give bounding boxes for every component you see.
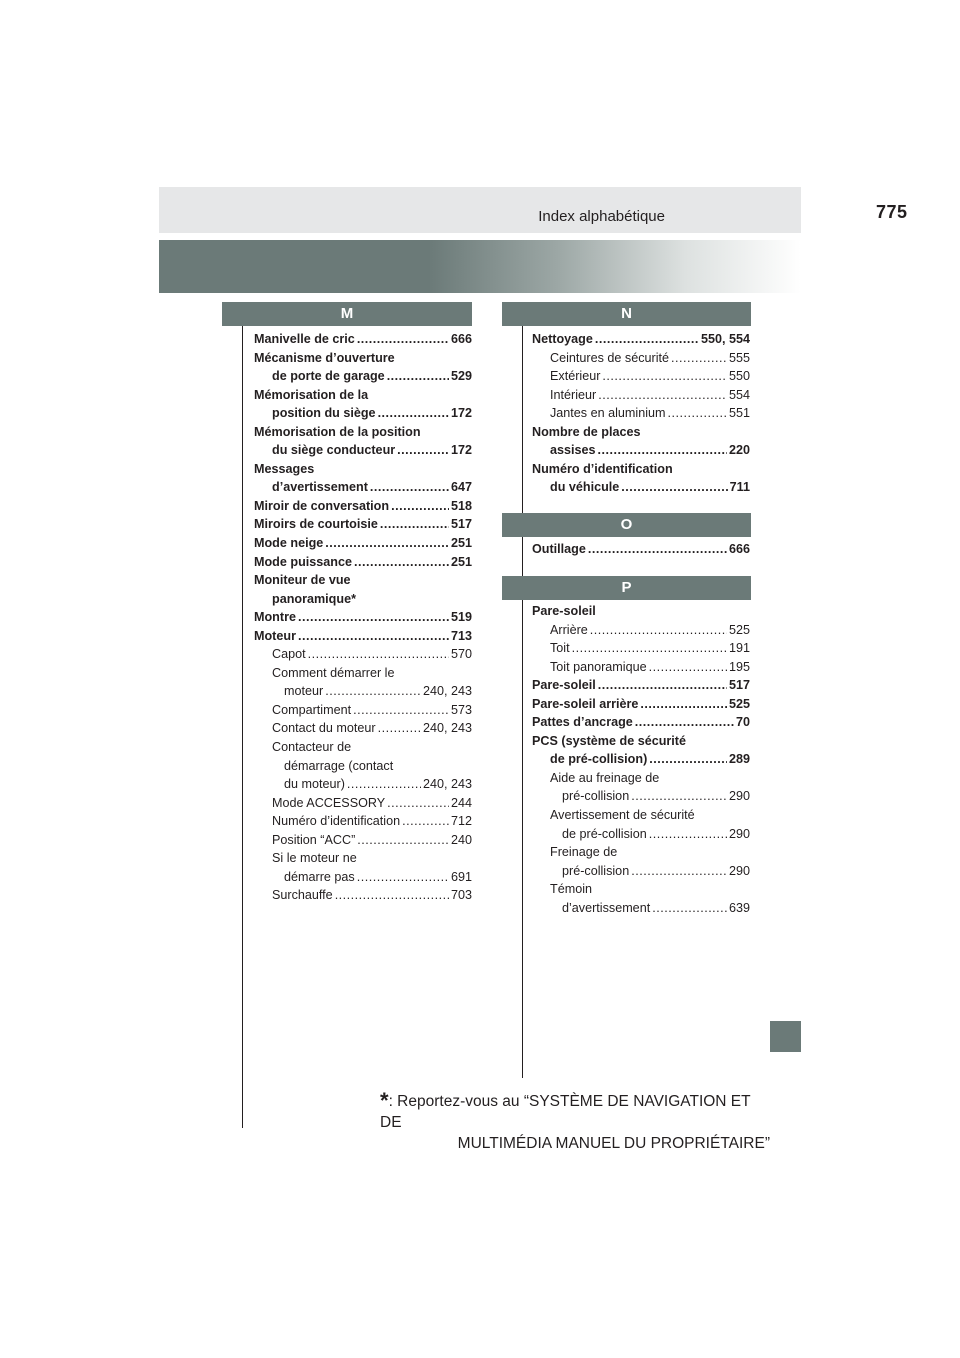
entry-label: du moteur) [284, 777, 345, 792]
list-item [272, 367, 472, 386]
entry-label: de porte de garage [272, 369, 385, 384]
list-item [272, 590, 472, 609]
index-entry [254, 386, 472, 405]
list-item [272, 664, 472, 683]
entry-label: Si le moteur ne [272, 851, 357, 866]
right-column-rule [522, 303, 523, 1078]
index-entry [254, 719, 472, 738]
entry-label: Montre [254, 610, 296, 625]
entry-label: Miroir de conversation [254, 498, 390, 513]
list-item [254, 608, 472, 627]
left-column-rule [242, 303, 243, 1128]
entry-label: Messages [254, 461, 315, 476]
index-entry [254, 886, 472, 905]
leader-dots [370, 478, 449, 497]
list-item [532, 602, 750, 621]
index-entry [532, 621, 750, 640]
index-entry [254, 738, 472, 757]
entry-label: démarrage (contact [284, 758, 394, 773]
leader-dots [402, 812, 449, 831]
entry-page: 639 [728, 900, 750, 915]
leader-dots [387, 794, 449, 813]
entry-label: démarre pas [284, 869, 355, 884]
entry-label: Nombre de places [532, 424, 641, 439]
list-item [550, 658, 750, 677]
index-entry [532, 367, 750, 386]
entry-page: 570 [450, 647, 472, 662]
entry-page: 519 [450, 610, 472, 625]
list-item [562, 825, 750, 844]
entry-page: 289 [728, 752, 750, 767]
index-entry [254, 627, 472, 646]
index-entry [532, 404, 750, 423]
leader-dots [588, 540, 727, 559]
index-entry [254, 423, 472, 442]
entry-label: Freinage de [550, 845, 618, 860]
entry-page: 554 [728, 387, 750, 402]
section-header-o: O [502, 513, 751, 537]
list-item [254, 349, 472, 368]
index-entry [532, 349, 750, 368]
entry-label: moteur [284, 684, 324, 699]
list-item [272, 719, 472, 738]
leader-dots [380, 515, 449, 534]
leader-dots [353, 701, 449, 720]
list-item [284, 682, 472, 701]
entry-page: 290 [728, 826, 750, 841]
index-entry [532, 540, 750, 559]
entry-page: 290 [728, 863, 750, 878]
entry-label: Miroirs de courtoisie [254, 517, 378, 532]
list-item [254, 423, 472, 442]
index-entry [254, 682, 472, 701]
entry-page: 517 [728, 678, 750, 693]
list-item [254, 571, 472, 590]
leader-dots [649, 750, 727, 769]
entry-label: panoramique* [272, 591, 356, 606]
entry-label: Manivelle de cric [254, 332, 355, 346]
leader-dots [298, 627, 449, 646]
list-item [272, 701, 472, 720]
list-item [550, 843, 750, 862]
leader-dots [335, 886, 449, 905]
list-item [254, 497, 472, 516]
section-header-p: P [502, 576, 751, 600]
leader-dots [621, 478, 727, 497]
entry-label: PCS (système de sécurité [532, 733, 686, 748]
leader-dots [308, 645, 449, 664]
list-item [550, 639, 750, 658]
leader-dots [347, 775, 421, 794]
entry-label: assises [550, 443, 596, 458]
entry-label: Toit panoramique [550, 659, 647, 674]
entry-page: 191 [728, 641, 750, 656]
list-item [272, 812, 472, 831]
entry-page: 691 [450, 869, 472, 884]
list-item [254, 386, 472, 405]
index-entry [532, 862, 750, 881]
entry-page: 220 [728, 443, 750, 458]
entry-label: Pattes d’ancrage [532, 715, 633, 730]
leader-dots [652, 899, 727, 918]
entry-label: Intérieur [550, 387, 597, 402]
page-header [159, 187, 908, 233]
list-item [272, 831, 472, 850]
index-entry [254, 590, 472, 609]
list-item [550, 750, 750, 769]
list-item [532, 676, 750, 695]
entry-label: Numéro d’identification [532, 461, 673, 476]
entry-label: Aide au freinage de [550, 770, 660, 785]
entry-page: 195 [728, 659, 750, 674]
entry-label: Comment démarrer le [272, 665, 395, 680]
entry-page: 555 [728, 350, 750, 365]
list-item [532, 695, 750, 714]
chapter-tab [770, 1021, 801, 1052]
section-m-list [254, 330, 472, 905]
list-item [532, 732, 750, 751]
entry-label: Mécanisme d’ouverture [254, 350, 395, 365]
entry-label: Mémorisation de la [254, 387, 369, 402]
entry-label: Avertissement de sécurité [550, 808, 695, 823]
entry-page: 240, 243 [422, 684, 472, 699]
index-entry [532, 695, 750, 714]
list-item [254, 515, 472, 534]
entry-page: 551 [728, 406, 750, 421]
index-entry [254, 849, 472, 868]
list-item [550, 349, 750, 368]
index-entry [532, 330, 750, 349]
list-item [272, 478, 472, 497]
list-item [272, 645, 472, 664]
leader-dots [357, 330, 449, 349]
list-item [550, 404, 750, 423]
index-entry [532, 843, 750, 862]
leader-dots [391, 497, 449, 516]
leader-dots [631, 787, 727, 806]
entry-label: de pré-collision [562, 826, 647, 841]
index-entry [532, 899, 750, 918]
entry-label: Pare-soleil [532, 604, 596, 618]
leader-dots [649, 825, 727, 844]
index-entry [532, 713, 750, 732]
list-item [550, 769, 750, 788]
entry-page: 251 [450, 554, 472, 569]
entry-label: Jantes en aluminium [550, 406, 666, 421]
list-item [532, 423, 750, 442]
list-item [272, 886, 472, 905]
list-item [550, 441, 750, 460]
entry-label: Mode puissance [254, 554, 352, 569]
index-entry [532, 787, 750, 806]
index-entry [254, 404, 472, 423]
entry-label: Moniteur de vue [254, 573, 351, 588]
index-entry [532, 478, 750, 497]
entry-label: Pare-soleil [532, 678, 596, 693]
page-number: 775 [876, 202, 908, 222]
list-item [284, 775, 472, 794]
index-entry [532, 639, 750, 658]
list-item [254, 553, 472, 572]
entry-page: 240, 243 [422, 721, 472, 736]
section-o-list [532, 540, 750, 559]
list-item [532, 460, 750, 479]
footnote [380, 1090, 770, 1154]
section-p-list [532, 602, 750, 917]
entry-page: 550, 554 [700, 332, 750, 346]
list-item [562, 899, 750, 918]
list-item [532, 330, 750, 349]
leader-dots [598, 386, 727, 405]
entry-page: 713 [450, 628, 472, 643]
leader-dots [357, 868, 449, 887]
leader-dots [378, 404, 449, 423]
entry-page: 647 [450, 480, 472, 495]
section-n-list [532, 330, 750, 497]
entry-page: 529 [450, 369, 472, 384]
entry-page: 525 [728, 622, 750, 637]
entry-label: Compartiment [272, 702, 352, 717]
leader-dots [325, 534, 449, 553]
header-band [159, 240, 801, 293]
index-entry [254, 775, 472, 794]
index-entry [254, 868, 472, 887]
entry-label: Surchauffe [272, 888, 333, 903]
section-header-n: N [502, 302, 751, 326]
index-entry [254, 478, 472, 497]
entry-page: 703 [450, 888, 472, 903]
index-entry [254, 812, 472, 831]
list-item [550, 478, 750, 497]
index-entry [254, 349, 472, 368]
header-title: Index alphabétique [538, 208, 665, 225]
entry-page: 518 [450, 498, 472, 513]
list-item [254, 460, 472, 479]
index-entry [532, 676, 750, 695]
index-entry [532, 423, 750, 442]
entry-label: d’avertissement [562, 900, 651, 915]
entry-label: Extérieur [550, 369, 601, 384]
entry-label: Contact du moteur [272, 721, 376, 736]
entry-page: 244 [450, 795, 472, 810]
list-item [284, 868, 472, 887]
list-item [562, 862, 750, 881]
leader-dots [602, 367, 727, 386]
list-item [550, 880, 750, 899]
entry-page: 550 [728, 369, 750, 384]
index-entry [532, 769, 750, 788]
list-item [254, 627, 472, 646]
index-entry [532, 602, 750, 621]
leader-dots [397, 441, 449, 460]
leader-dots [590, 621, 727, 640]
leader-dots [635, 713, 734, 732]
leader-dots [325, 682, 421, 701]
leader-dots [387, 367, 449, 386]
leader-dots [378, 719, 421, 738]
entry-label: Outillage [532, 542, 586, 556]
index-entry [532, 460, 750, 479]
index-entry [254, 515, 472, 534]
list-item [272, 738, 472, 757]
entry-page: 666 [728, 542, 750, 556]
list-item [284, 757, 472, 776]
section-header-m: M [222, 302, 472, 326]
list-item [550, 386, 750, 405]
entry-label: Mode neige [254, 536, 324, 551]
entry-label: Moteur [254, 628, 296, 643]
entry-label: Numéro d’identification [272, 814, 401, 829]
entry-label: de pré-collision) [550, 752, 648, 767]
entry-page: 240, 243 [422, 777, 472, 792]
index-entry [254, 701, 472, 720]
index-entry [254, 608, 472, 627]
list-item [550, 367, 750, 386]
entry-label: pré-collision [562, 863, 630, 878]
leader-dots [640, 695, 727, 714]
list-item [532, 540, 750, 559]
index-entry [254, 794, 472, 813]
leader-dots [649, 658, 727, 677]
leader-dots [595, 330, 699, 349]
index-entry [532, 880, 750, 899]
list-item [254, 330, 472, 349]
index-entry [254, 757, 472, 776]
entry-label: du véhicule [550, 480, 620, 495]
entry-label: Mode ACCESSORY [272, 795, 386, 810]
list-item [550, 621, 750, 640]
list-item [272, 794, 472, 813]
entry-label: Position “ACC” [272, 832, 356, 847]
list-item [272, 404, 472, 423]
leader-dots [668, 404, 727, 423]
entry-page: 517 [450, 517, 472, 532]
footnote-line-1: *: Reportez-vous au “SYSTÈME DE NAVIGATION ET DE [380, 1088, 751, 1131]
index-entry [254, 831, 472, 850]
index-entry [532, 825, 750, 844]
entry-page: 70 [735, 715, 750, 730]
index-entry [254, 367, 472, 386]
entry-page: 712 [450, 814, 472, 829]
index-entry [532, 658, 750, 677]
leader-dots [572, 639, 727, 658]
entry-label: du siège conducteur [272, 443, 396, 458]
entry-page: 172 [450, 406, 472, 421]
list-item [272, 849, 472, 868]
list-item [532, 713, 750, 732]
entry-page: 240 [450, 832, 472, 847]
entry-label: Toit [550, 641, 570, 656]
entry-page: 573 [450, 702, 472, 717]
index-entry [532, 732, 750, 751]
entry-label: Contacteur de [272, 740, 352, 755]
leader-dots [598, 441, 727, 460]
entry-label: Mémorisation de la position [254, 424, 421, 439]
index-entry [532, 386, 750, 405]
entry-label: Ceintures de sécurité [550, 350, 670, 365]
entry-page: 290 [728, 789, 750, 804]
entry-label: position du siège [272, 406, 376, 421]
index-entry [532, 806, 750, 825]
leader-dots [354, 553, 449, 572]
index-entry [254, 534, 472, 553]
entry-label: Pare-soleil arrière [532, 696, 639, 711]
index-entry [254, 664, 472, 683]
entry-page: 666 [450, 332, 472, 346]
footnote-line-2: MULTIMÉDIA MANUEL DU PROPRIÉTAIRE” [457, 1135, 770, 1152]
leader-dots [598, 676, 727, 695]
list-item [254, 534, 472, 553]
index-entry [254, 553, 472, 572]
entry-page: 172 [450, 443, 472, 458]
list-item [550, 806, 750, 825]
list-item [562, 787, 750, 806]
index-entry [254, 571, 472, 590]
entry-label: Témoin [550, 882, 592, 897]
entry-label: pré-collision [562, 789, 630, 804]
list-item [272, 441, 472, 460]
index-entry [254, 645, 472, 664]
index-entry [254, 497, 472, 516]
entry-page: 711 [729, 480, 750, 495]
index-entry [532, 441, 750, 460]
entry-label: Capot [272, 647, 306, 662]
entry-page: 525 [728, 696, 750, 711]
entry-label: Nettoyage [532, 332, 593, 346]
entry-page: 251 [450, 536, 472, 551]
leader-dots [631, 862, 727, 881]
index-entry [254, 441, 472, 460]
leader-dots [298, 608, 449, 627]
leader-dots [671, 349, 727, 368]
index-entry [254, 330, 472, 349]
index-entry [532, 750, 750, 769]
footnote-marker: * [380, 1088, 389, 1113]
index-entry [254, 460, 472, 479]
leader-dots [357, 831, 449, 850]
entry-label: d’avertissement [272, 480, 368, 495]
entry-label: Arrière [550, 622, 588, 637]
